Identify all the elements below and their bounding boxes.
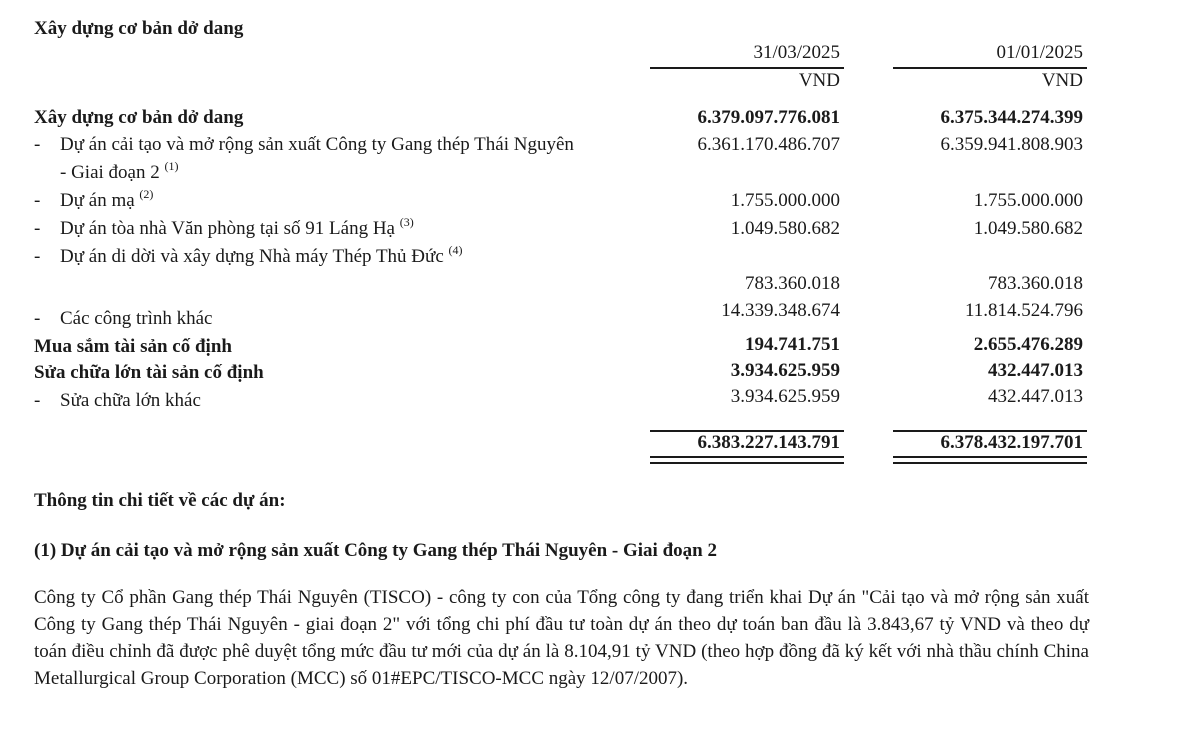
row-value-1: 6.361.170.486.707 <box>697 134 840 155</box>
row-label: Dự án cải tạo và mở rộng sản xuất Công ty Gang thép Thái Nguyên <box>60 134 574 155</box>
table-row <box>34 215 1094 244</box>
column-unit-2: VND <box>1041 70 1083 91</box>
table-row <box>34 107 1094 133</box>
table-row <box>34 334 1094 360</box>
project1-paragraph: Công ty Cổ phần Gang thép Thái Nguyên (TISCO) - công ty con của Tổng công ty đang triển khai Dự án "Cải tạo và mở rộng sản xuất Công ty Gang thép Thái Nguyên - giai đoạn 2" với tổng chi phí đầu tư toàn dự án theo dự toán ban đầu là 3.843,67 tỷ VND và theo dự toán điều chỉnh đã được phê duyệt tổng mức đầu tư mới của dự án là 8.104,91 tỷ VND (theo hợp đồng đã ký kết với nhà thầu chính China Metallurgical Group Corporation (MCC) số 01#EPC/TISCO-MCC ngày 12/07/2007). <box>34 587 1089 689</box>
table-row <box>34 360 1094 386</box>
footnote-ref: (3) <box>399 215 414 229</box>
row-value-1: 194.741.751 <box>745 334 840 355</box>
project1-heading: (1) Dự án cải tạo và mở rộng sản xuất Công ty Gang thép Thái Nguyên - Giai đoạn 2 <box>34 540 717 561</box>
row-value-2: 1.755.000.000 <box>973 190 1083 211</box>
row-value-1: 14.339.348.674 <box>721 300 840 321</box>
row-value-2: 2.655.476.289 <box>973 334 1083 355</box>
details-heading: Thông tin chi tiết về các dự án: <box>34 490 286 511</box>
total-value-1: 6.383.227.143.791 <box>697 432 840 453</box>
total-value-2: 6.378.432.197.701 <box>940 432 1083 453</box>
row-label <box>60 215 414 240</box>
bullet-dash: - <box>34 190 41 211</box>
bullet-dash: - <box>34 246 41 267</box>
column-date-1: 31/03/2025 <box>753 42 840 63</box>
row-value-1: 3.934.625.959 <box>730 386 840 407</box>
row-label: Các công trình khác <box>60 308 213 329</box>
column-rule-2 <box>893 67 1087 69</box>
bullet-dash: - <box>34 134 41 155</box>
row-label: Sửa chữa lớn tài sản cố định <box>34 362 264 383</box>
bullet-dash: - <box>34 390 41 411</box>
footnote-ref: (2) <box>139 187 154 201</box>
bullet-dash: - <box>34 308 41 329</box>
row-label: Sửa chữa lớn khác <box>60 390 201 411</box>
total-double-rule-2 <box>893 456 1087 464</box>
row-value-2: 1.049.580.682 <box>973 218 1083 239</box>
row-value-1: 1.755.000.000 <box>730 190 840 211</box>
column-date-2: 01/01/2025 <box>996 42 1083 63</box>
table-row <box>34 187 1094 216</box>
table-row <box>34 159 1094 188</box>
row-value-2: 783.360.018 <box>988 273 1083 294</box>
bullet-dash: - <box>34 218 41 239</box>
row-value-1: 1.049.580.682 <box>730 218 840 239</box>
row-label <box>60 159 179 184</box>
row-value-2: 432.447.013 <box>988 386 1083 407</box>
row-label: Xây dựng cơ bản dở dang <box>34 107 244 128</box>
total-double-rule-1 <box>650 456 844 464</box>
row-label-text: - Giai đoạn 2 <box>60 162 160 183</box>
row-value-2: 6.359.941.808.903 <box>940 134 1083 155</box>
row-label-text: Dự án tòa nhà Văn phòng tại số 91 Láng Hạ <box>60 218 395 239</box>
total-row <box>34 432 1094 458</box>
column-rule-1 <box>650 67 844 69</box>
footnote-ref: (1) <box>164 159 179 173</box>
section-title: Xây dựng cơ bản dở dang <box>34 18 244 39</box>
table-row <box>34 386 1094 412</box>
row-value-2: 6.375.344.274.399 <box>940 107 1083 128</box>
footnote-ref: (4) <box>448 243 463 257</box>
row-value-1: 783.360.018 <box>745 273 840 294</box>
row-label: Mua sắm tài sản cố định <box>34 336 232 357</box>
row-label <box>60 187 154 212</box>
table-row <box>34 243 1094 272</box>
row-label <box>60 243 463 268</box>
column-unit-1: VND <box>798 70 840 91</box>
table-row <box>34 134 1094 160</box>
row-value-1: 6.379.097.776.081 <box>697 107 840 128</box>
row-value-2: 11.814.524.796 <box>964 300 1083 321</box>
row-label-text: Dự án mạ <box>60 190 135 211</box>
row-value-1: 3.934.625.959 <box>730 360 840 381</box>
row-value-2: 432.447.013 <box>988 360 1083 381</box>
table-row <box>34 302 1094 328</box>
row-label-text: Dự án di dời và xây dựng Nhà máy Thép Thủ Đức <box>60 246 444 267</box>
table-row <box>34 273 1094 299</box>
